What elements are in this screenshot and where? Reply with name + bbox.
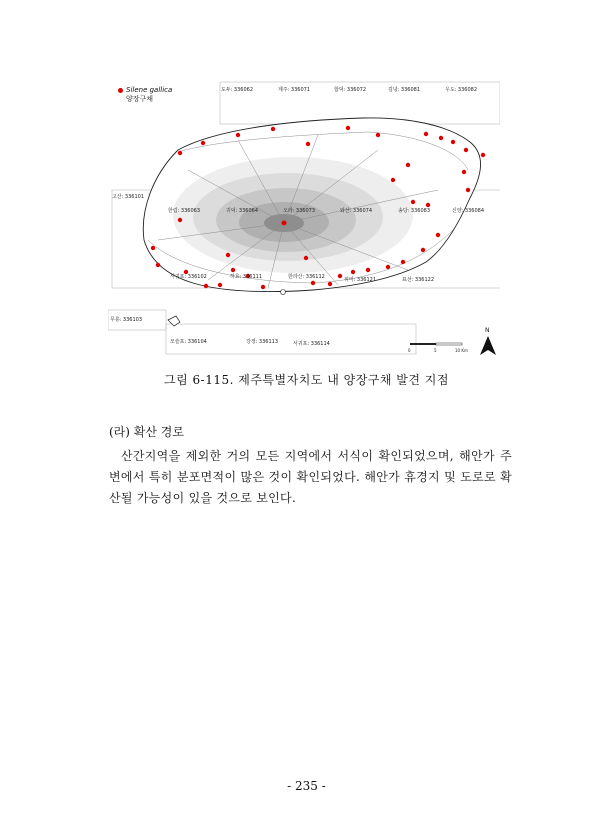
- tile-label: 귀덕: 336064: [226, 208, 259, 214]
- jeju-map: [108, 80, 500, 360]
- tile-label: 위미: 336121: [344, 277, 377, 283]
- scale-label-mid: 5: [434, 348, 437, 353]
- tile-label: 신양: 336084: [452, 208, 485, 214]
- tile-label: 하효: 336111: [230, 274, 263, 280]
- tile-label: 함덕: 336072: [334, 87, 367, 93]
- tile-label: 한라산: 336112: [288, 274, 325, 280]
- tile-label: 김녕: 336081: [388, 87, 421, 93]
- tile-label: 와산: 336074: [340, 208, 373, 214]
- tile-label: 모슬포: 336104: [170, 339, 207, 345]
- tile-label: 서귀포: 336114: [293, 341, 330, 347]
- scale-label-end: 10 Km: [455, 348, 468, 353]
- tile-label: 서귀포: 336102: [170, 274, 207, 280]
- page-number: - 235 -: [287, 779, 326, 793]
- section-heading: (라) 확산 경로: [109, 425, 184, 439]
- figure-caption: 그림 6-115. 제주특별자치도 내 양장구채 발견 지점: [164, 373, 449, 387]
- distribution-map-figure: [108, 80, 500, 360]
- north-label: N: [485, 327, 490, 334]
- tile-label: 표선: 336122: [402, 277, 435, 283]
- red-dot-icon: [118, 88, 123, 93]
- tile-label: 제주: 336071: [278, 87, 311, 93]
- tile-label: 한림: 336063: [168, 208, 201, 214]
- islet: [281, 290, 286, 295]
- scale-bar: [410, 343, 462, 345]
- tile-label: 우도: 336082: [445, 87, 478, 93]
- tile-label: 강정: 336113: [246, 339, 279, 345]
- islet-marado: [168, 316, 180, 326]
- tile-label: 무릉: 336103: [110, 317, 143, 323]
- scale-label-zero: 0: [408, 348, 411, 353]
- tile-label: 고산: 336101: [112, 194, 145, 200]
- tile-label: 송당: 336083: [398, 208, 431, 214]
- tile-label: 오라: 336073: [283, 208, 316, 214]
- map-legend: [118, 86, 172, 104]
- paragraph-text: 산간지역을 제외한 거의 모든 지역에서 서식이 확인되었으며, 해안가 주변에서 특히 분포면적이 많은 것이 확인되었다. 해안가 휴경지 및 도로로 확산될 가능성이 있을 것으로 보인다.: [109, 449, 512, 505]
- legend-korean-name: 양장구채: [126, 95, 154, 103]
- tile-label: 도두: 336062: [221, 87, 254, 93]
- north-arrow-icon: [480, 336, 496, 355]
- body-paragraph: [109, 446, 512, 509]
- legend-species: Silene gallica: [126, 86, 173, 94]
